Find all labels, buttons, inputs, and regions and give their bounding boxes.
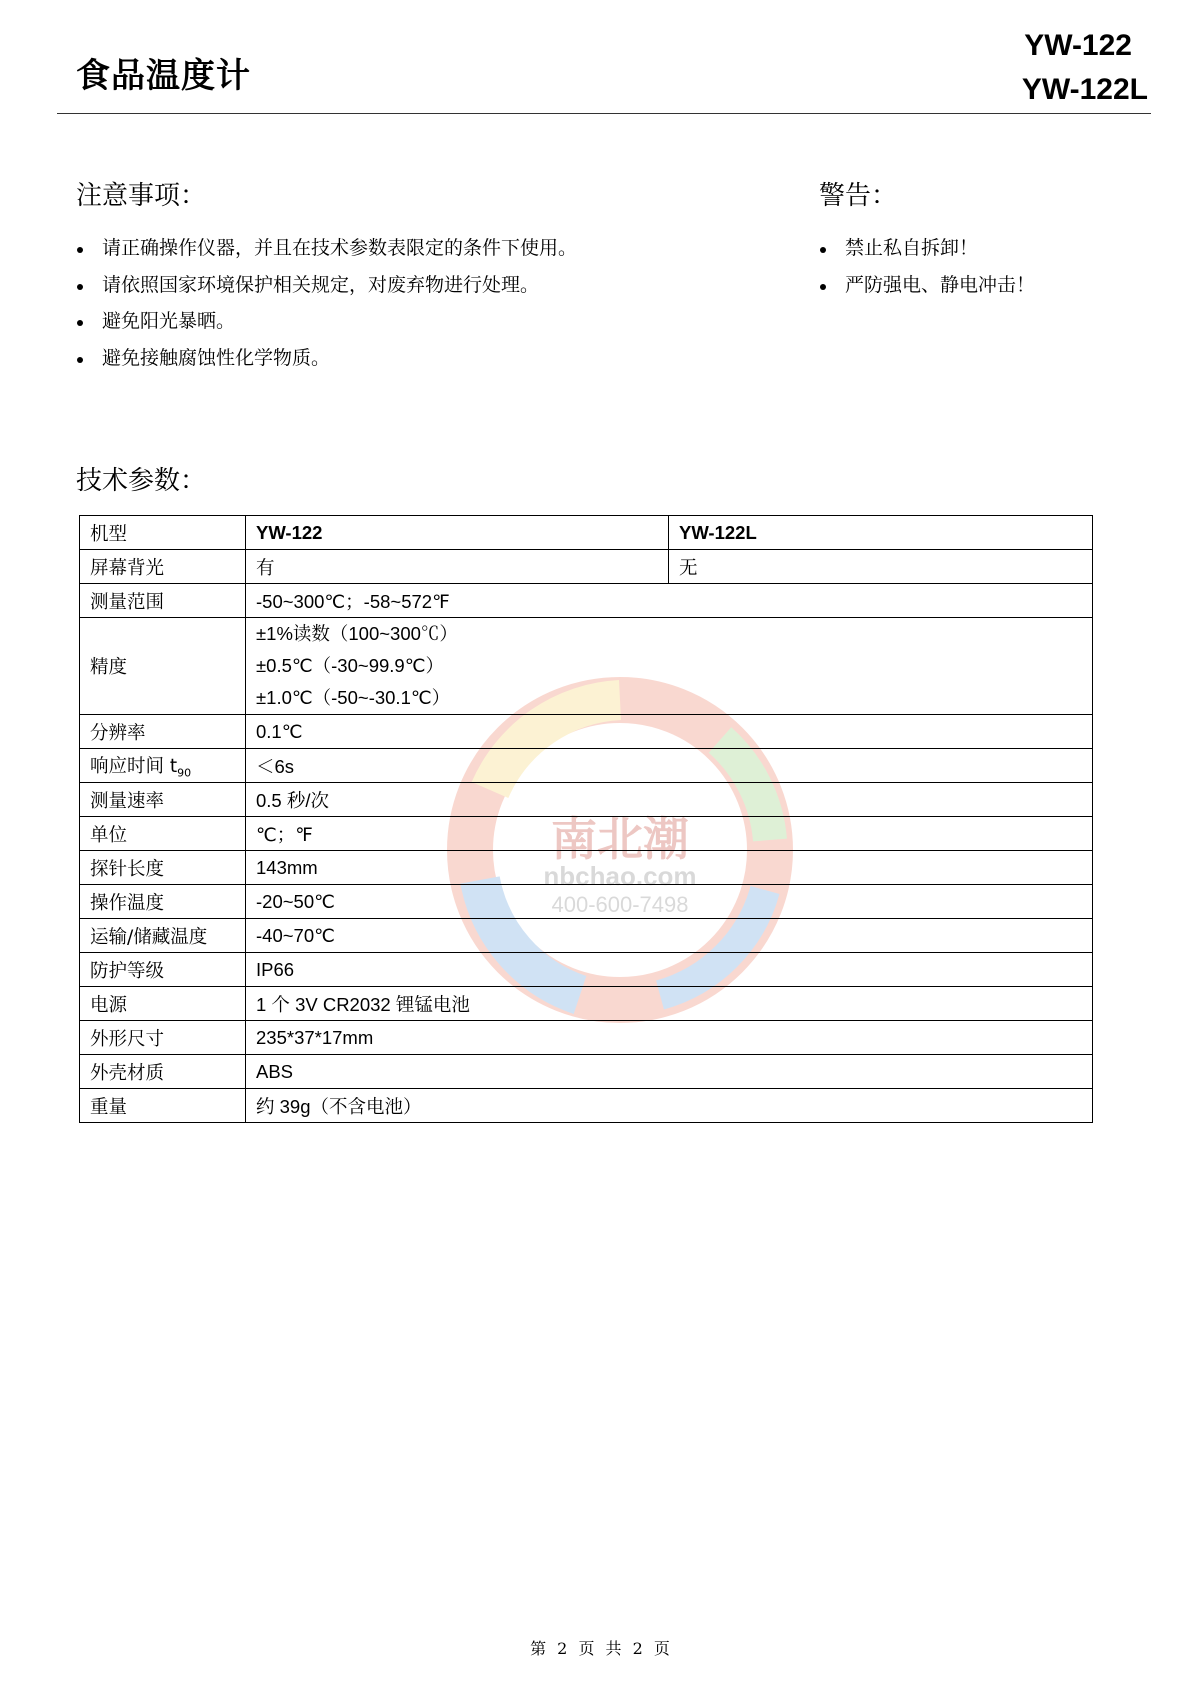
spec-value: -20~50℃ xyxy=(246,885,1093,919)
table-row xyxy=(80,851,1093,885)
table-row xyxy=(80,953,1093,987)
spec-label: 测量速率 xyxy=(80,783,246,817)
spec-value: 235*37*17mm xyxy=(246,1021,1093,1055)
table-row xyxy=(80,1021,1093,1055)
notes-list xyxy=(76,230,577,376)
spec-value: ℃；℉ xyxy=(246,817,1093,851)
spec-label: 测量范围 xyxy=(80,584,246,618)
spec-value: -40~70℃ xyxy=(246,919,1093,953)
specs-table xyxy=(79,515,1093,1123)
spec-label: 电源 xyxy=(80,987,246,1021)
spec-value: 约 39g（不含电池） xyxy=(246,1089,1093,1123)
spec-label: 屏幕背光 xyxy=(80,550,246,584)
spec-value-model-b: 无 xyxy=(669,550,1093,584)
spec-label: 运输/储藏温度 xyxy=(80,919,246,953)
table-row xyxy=(80,783,1093,817)
accuracy-line: ±1.0℃（-50~-30.1℃） xyxy=(256,687,451,708)
spec-value: ＜6s xyxy=(246,749,1093,783)
accuracy-line: ±0.5℃（-30~99.9℃） xyxy=(256,655,444,676)
spec-label-response xyxy=(80,749,246,783)
warnings-list xyxy=(819,230,1035,303)
spec-value-accuracy xyxy=(246,618,1093,715)
table-row xyxy=(80,550,1093,584)
spec-value: ABS xyxy=(246,1055,1093,1089)
response-label-subscript: 90 xyxy=(177,766,192,780)
spec-label: 操作温度 xyxy=(80,885,246,919)
warnings-item: 禁止私自拆卸！ xyxy=(819,230,1035,267)
warnings-item: 严防强电、静电冲击！ xyxy=(819,267,1035,304)
table-row xyxy=(80,749,1093,783)
response-label-text: 响应时间 t xyxy=(90,755,178,777)
spec-label: 外形尺寸 xyxy=(80,1021,246,1055)
spec-label: 单位 xyxy=(80,817,246,851)
spec-label: 外壳材质 xyxy=(80,1055,246,1089)
spec-value: 143mm xyxy=(246,851,1093,885)
specs-heading: 技术参数： xyxy=(76,466,207,496)
spec-value-model-b: YW-122L xyxy=(669,516,1093,550)
watermark-name: 南北潮 xyxy=(551,813,689,865)
notes-heading: 注意事项： xyxy=(76,181,207,211)
spec-label: 防护等级 xyxy=(80,953,246,987)
model-number-a: YW-122 xyxy=(1024,29,1132,62)
spec-label: 精度 xyxy=(80,618,246,715)
model-number-b: YW-122L xyxy=(1021,73,1148,106)
spec-value-model-a: 有 xyxy=(246,550,669,584)
table-row xyxy=(80,1055,1093,1089)
spec-label: 重量 xyxy=(80,1089,246,1123)
model-numbers xyxy=(1022,24,1148,112)
notes-item: 避免接触腐蚀性化学物质。 xyxy=(76,340,577,377)
watermark-site: nbchao.com xyxy=(543,861,697,891)
table-row xyxy=(80,919,1093,953)
spec-label: 探针长度 xyxy=(80,851,246,885)
spec-value-model-a: YW-122 xyxy=(246,516,669,550)
table-row xyxy=(80,618,1093,715)
table-row xyxy=(80,987,1093,1021)
spec-value: IP66 xyxy=(246,953,1093,987)
spec-label: 机型 xyxy=(80,516,246,550)
page-title: 食品温度计 xyxy=(76,56,251,96)
accuracy-line: ±1%读数（100~300℃） xyxy=(256,623,458,644)
table-row xyxy=(80,584,1093,618)
spec-value: -50~300℃；-58~572℉ xyxy=(246,584,1093,618)
table-row xyxy=(80,715,1093,749)
page-number: 第 2 页 共 2 页 xyxy=(530,1639,670,1658)
table-row xyxy=(80,1089,1093,1123)
spec-label: 分辨率 xyxy=(80,715,246,749)
notes-item: 请正确操作仪器，并且在技术参数表限定的条件下使用。 xyxy=(76,230,577,267)
table-row xyxy=(80,516,1093,550)
notes-item: 避免阳光暴晒。 xyxy=(76,303,577,340)
table-row xyxy=(80,817,1093,851)
warnings-heading: 警告： xyxy=(819,181,898,211)
header-divider xyxy=(57,113,1151,114)
watermark-phone: 400-600-7498 xyxy=(551,892,689,917)
spec-value: 0.1℃ xyxy=(246,715,1093,749)
spec-value: 1 个 3V CR2032 锂锰电池 xyxy=(246,987,1093,1021)
notes-item: 请依照国家环境保护相关规定，对废弃物进行处理。 xyxy=(76,267,577,304)
spec-value: 0.5 秒/次 xyxy=(246,783,1093,817)
table-row xyxy=(80,885,1093,919)
